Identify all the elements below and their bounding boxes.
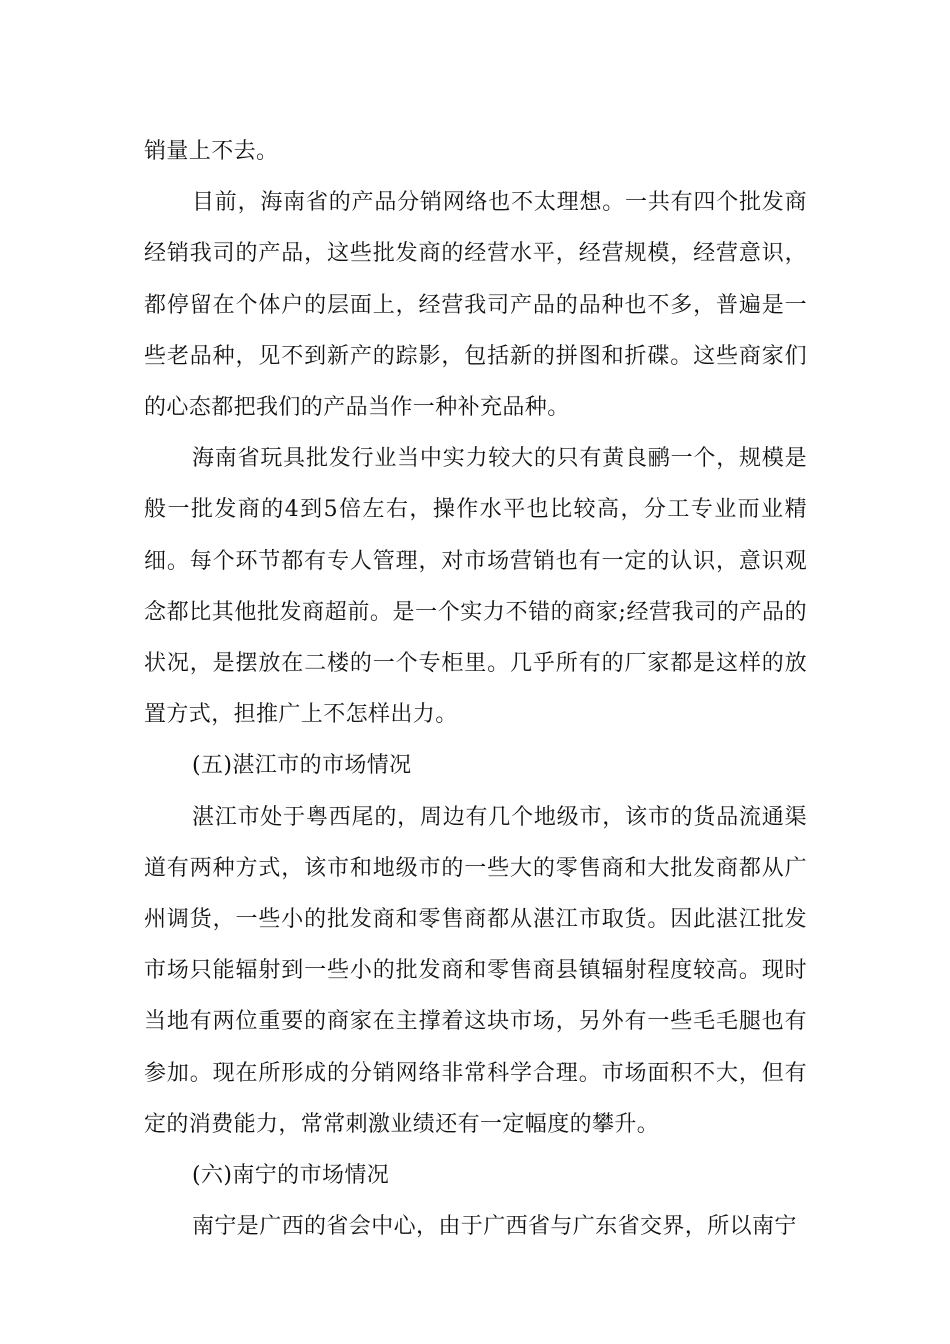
paragraph-zhanjiang-market: 湛江市处于粤西尾的，周边有几个地级市，该市的货品流通渠道有两种方式，该市和地级市的一些大的零售商和大批发商都从广州调货，一些小的批发商和零售商都从湛江市取货。因此湛江批发市场只能辐射到一些小的批发商和零售商县镇辐射程度较高。现时当地有两位重要的商家在主撑着这块市场，另外有一些毛毛腿也有参加。现在所形成的分销网络非常科学合理。市场面积不大，但有定的消费能力，常常刺激业绩还有一定幅度的攀升。 bbox=[144, 804, 807, 1137]
paragraph-nanning-market: 南宁是广西的省会中心，由于广西省与广东省交界，所以南宁 bbox=[192, 1214, 797, 1240]
paragraph-hainan-network: 目前，海南省的产品分销网络也不太理想。一共有四个批发商经销我司的产品，这些批发商的经营水平，经营规模，经营意识，都停留在个体户的层面上，经营我司产品的品种也不多，普遍是一些老品种，见不到新产的踪影，包括新的拼图和折碟。这些商家们的心态都把我们的产品当作一种补充品种。 bbox=[144, 190, 807, 421]
section-heading-nanning: (六)南宁的市场情况 bbox=[192, 1163, 390, 1189]
paragraph-continuation: 销量上不去。 bbox=[144, 139, 279, 164]
document-body bbox=[144, 126, 807, 1252]
section-heading-zhanjiang: (五)湛江市的市场情况 bbox=[192, 753, 412, 779]
paragraph-hainan-wholesaler: 海南省玩具批发行业当中实力较大的只有黄良鹂一个，规模是般一批发商的4到5倍左右，操作水平也比较高，分工专业而业精细。每个环节都有专人管理，对市场营销也有一定的认识，意识观念都比其他批发商超前。是一个实力不错的商家;经营我司的产品的状况，是摆放在二楼的一个专柜里。几乎所有的厂家都是这样的放置方式，担推广上不怎样出力。 bbox=[144, 446, 807, 728]
